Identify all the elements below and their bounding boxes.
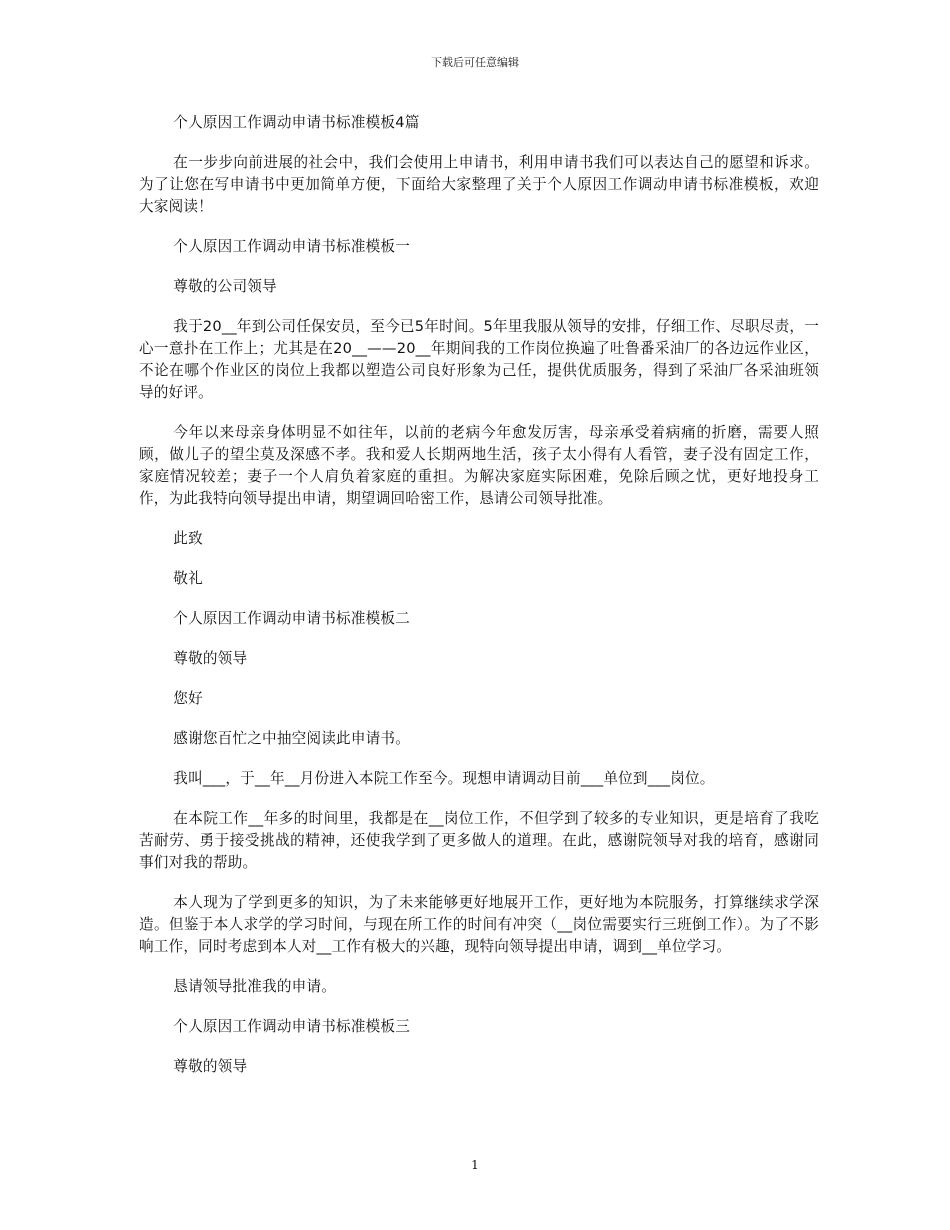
greeting: 您好 <box>173 690 203 707</box>
section-heading-1: 个人原因工作调动申请书标准模板一 <box>173 238 410 255</box>
body-paragraph: 我叫___，于__年__月份进入本院工作至今。现想申请调动目前___单位到___岗位。 <box>173 770 715 787</box>
intro-paragraph: 在一步步向前进展的社会中，我们会使用上申请书，利用申请书我们可以表达自己的愿望和诉求。为了让您在写申请书中更加简单方便，下面给大家整理了关于个人原因工作调动申请书标准模板，欢迎大家阅读！ <box>139 154 819 215</box>
body-paragraph: 在本院工作__年多的时间里，我都是在__岗位工作，不但学到了较多的专业知识，更是培育了我吃苦耐劳、勇于接受挑战的精神，还使我学到了更多做人的道理。在此，感谢院领导对我的培育，感谢同事们对我的帮助。 <box>139 810 819 871</box>
body-paragraph: 本人现为了学到更多的知识，为了未来能够更好地展开工作，更好地为本院服务，打算继续求学深造。但鉴于本人求学的学习时间，与现在所工作的时间有冲突（__岗位需要实行三班倒工作）。为了不影响工作，同时考虑到本人对__工作有极大的兴趣，现特向领导提出申请，调到__单位学习。 <box>139 894 819 955</box>
body-paragraph: 我于20__年到公司任保安员，至今已5年时间。5年里我服从领导的安排，仔细工作、尽职尽责，一心一意扑在工作上；尤其是在20__——20__年期间我的工作岗位换遍了吐鲁番采油厂的各边远作业区，不论在哪个作业区的岗位上我都以塑造公司良好形象为己任，提供优质服务，得到了采油厂各采油班领导的好评。 <box>139 318 819 401</box>
section-heading-3: 个人原因工作调动申请书标准模板三 <box>173 1018 410 1035</box>
closing-line: 此致 <box>173 530 203 547</box>
salutation: 尊敬的公司领导 <box>173 278 277 295</box>
document-title: 个人原因工作调动申请书标准模板4篇 <box>173 114 420 131</box>
salutation: 尊敬的领导 <box>173 1058 248 1075</box>
document-body <box>139 112 819 1096</box>
body-paragraph: 感谢您百忙之中抽空阅读此申请书。 <box>173 730 410 747</box>
closing-line: 敬礼 <box>173 570 203 587</box>
page-header: 下载后可任意编辑 <box>431 56 519 69</box>
salutation: 尊敬的领导 <box>173 650 248 667</box>
page-number: 1 <box>471 1158 479 1172</box>
body-paragraph: 今年以来母亲身体明显不如往年，以前的老病今年愈发厉害，母亲承受着病痛的折磨，需要人照顾，做儿子的望尘莫及深感不孝。我和爱人长期两地生活，孩子太小得有人看管，妻子没有固定工作，家庭情况较差；妻子一个人肩负着家庭的重担。为解决家庭实际困难，免除后顾之忧，更好地投身工作，为此我特向领导提出申请，期望调回哈密工作，恳请公司领导批准。 <box>139 424 819 507</box>
section-heading-2: 个人原因工作调动申请书标准模板二 <box>173 610 410 627</box>
body-paragraph: 恳请领导批准我的申请。 <box>173 978 337 995</box>
